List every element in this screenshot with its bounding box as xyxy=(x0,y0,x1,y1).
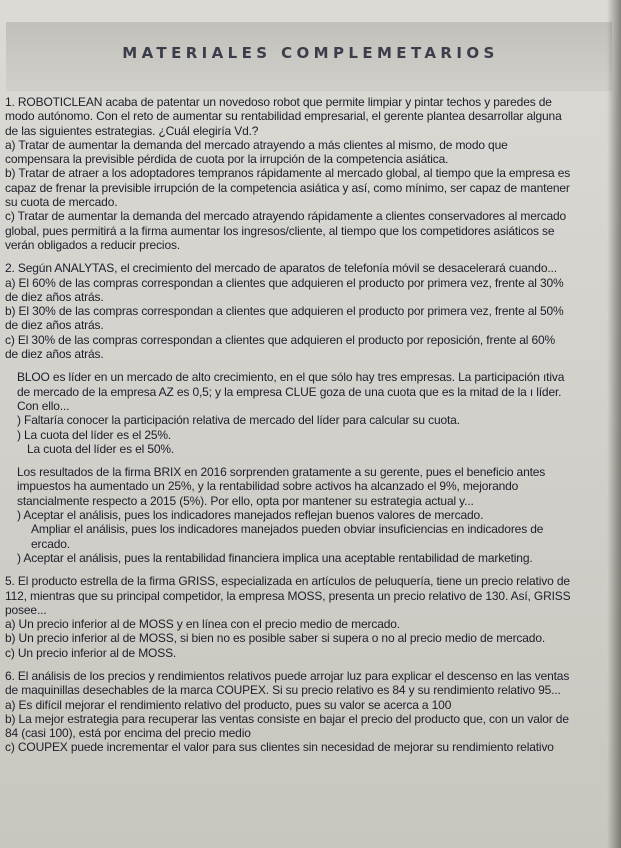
question-3 xyxy=(17,370,571,456)
question-6 xyxy=(5,669,571,755)
answer-option: c) Un precio inferior al de MOSS. xyxy=(5,645,177,660)
question-stem: 2. Según ANALYTAS, el crecimiento del mercado de aparatos de telefonía móvil se desacelerará cuando... xyxy=(5,261,557,276)
question-stem: 5. El producto estrella de la firma GRISS, especializada en artículos de peluquería, tiene un precio relativo de 112, mientras que su principal competidor, la empresa MOSS, presenta un precio relativo de 130. Así, GRISS posee... xyxy=(5,574,571,617)
answer-option: a) El 60% de las compras correspondan a clientes que adquieren el producto por primera vez, frente al 30% de diez años atrás. xyxy=(5,275,564,304)
answer-option: b) Un precio inferior al de MOSS, si bien no es posible saber si supera o no al precio medio de mercado. xyxy=(5,631,546,646)
answer-option: ) Aceptar el análisis, pues los indicadores manejados reflejan buenos valores de mercado. xyxy=(17,508,484,523)
answer-option: ) Aceptar el análisis, pues la rentabilidad financiera implica una aceptable rentabilidad de marketing. xyxy=(17,550,533,565)
answer-option: Ampliar el análisis, pues los indicadores manejados pueden obviar insuficiencias en indicadores de ercado. xyxy=(31,522,544,551)
answer-option: c) COUPEX puede incrementar el valor para sus clientes sin necesidad de mejorar su rendimiento relativo xyxy=(5,740,554,755)
question-stem: 1. ROBOTICLEAN acaba de patentar un novedoso robot que permite limpiar y pintar techos y paredes de modo autónomo. Con el reto de aumentar su rentabilidad empresarial, el gerente plantea desarrollar alguna de las siguientes estrategias. ¿Cuál elegiría Vd.? xyxy=(5,95,562,138)
question-stem: 6. El análisis de los precios y rendimientos relativos puede arrojar luz para explicar el descenso en las ventas de maquinillas desechables de la marca COUPEX. Si su precio relativo es 84 y su rendimiento relativo 95... xyxy=(5,668,570,698)
question-stem: BLOO es líder en un mercado de alto crecimiento, en el que sólo hay tres empresas. La participación ıtiva de mercado de la empresa AZ es 0,5; y la empresa CLUE goza de una cuota que es la mitad de la ı líder. Con ello... xyxy=(17,370,565,413)
answer-option: a) Un precio inferior al de MOSS y en línea con el precio medio de mercado. xyxy=(5,617,400,632)
answer-option: ) Faltaría conocer la participación relativa de mercado del líder para calcular su cuota. xyxy=(17,413,460,428)
question-stem: Los resultados de la firma BRIX en 2016 sorprenden gratamente a su gerente, pues el beneficio antes impuestos ha aumentado un 25%, y la rentabilidad sobre activos ha alcanzado el 9%, mejorando stancialmente respecto a 2015 (5%). Por ello, opta por mantener su estrategia actual y... xyxy=(17,465,546,508)
answer-option: a) Tratar de aumentar la demanda del mercado atrayendo a más clientes al mismo, de modo que compensara la previsible pérdida de cuota por la irrupción de la competencia asiática. xyxy=(5,137,508,167)
question-5 xyxy=(5,574,571,660)
answer-option: c) Tratar de aumentar la demanda del mercado atrayendo rápidamente a clientes conservadores al mercado global, pues permitirá a la firma aumentar los ingresos/cliente, al tiempo que los competidores asiáticos se verán obligados a reducir precios. xyxy=(5,209,567,252)
answer-option: ) La cuota del líder es el 25%. xyxy=(17,427,172,442)
answer-option: La cuota del líder es el 50%. xyxy=(27,441,175,456)
answer-option: b) Tratar de atraer a los adoptadores tempranos rápidamente al mercado global, al tiempo que la empresa es capaz de frenar la previsible irrupción de la competencia asiática y así, como mínimo, ser capaz de mantener su cuota de mercado. xyxy=(5,166,571,210)
question-4 xyxy=(17,465,571,565)
answer-option: b) El 30% de las compras correspondan a clientes que adquieren el producto por primera vez, frente al 50% de diez años atrás. xyxy=(5,304,564,333)
question-2 xyxy=(5,261,571,361)
question-1 xyxy=(5,95,571,252)
answer-option: b) La mejor estrategia para recuperar las ventas consiste en bajar el precio del producto que, con un valor de 84 (casi 100), está por encima del precio medio xyxy=(5,711,569,741)
page-edge-shadow xyxy=(607,0,621,848)
questions-body xyxy=(5,95,571,764)
answer-option: a) Es difícil mejorar el rendimiento relativo del producto, pues su valor se acerca a 100 xyxy=(5,697,452,712)
answer-option: c) El 30% de las compras correspondan a clientes que adquieren el producto por reposición, frente al 60% de diez años atrás. xyxy=(5,332,556,362)
document-title: MATERIALES COMPLEMETARIOS xyxy=(122,44,499,62)
